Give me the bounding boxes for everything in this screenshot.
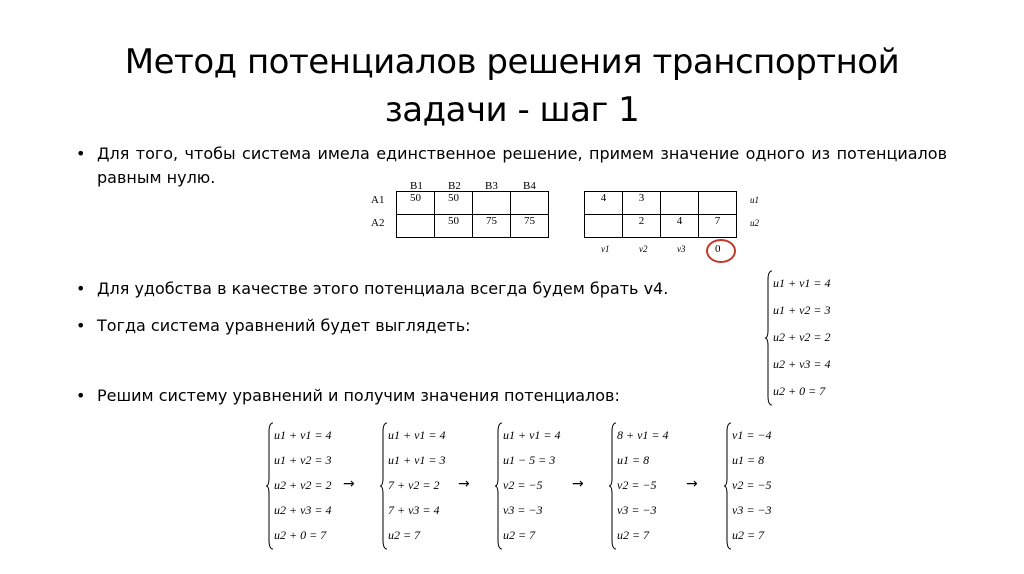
bullet-text: Для удобства в качестве этого потенциала всегда будем брать v4. <box>97 279 669 298</box>
equation: u2 + v2 = 2 <box>773 330 831 344</box>
equation: v3 = −3 <box>503 503 543 517</box>
equation: v1 = −4 <box>732 428 772 442</box>
brace-icon <box>765 270 773 406</box>
bullet-text: Тогда система уравнений будет выглядеть: <box>97 316 471 335</box>
bullet-dot: • <box>76 316 86 335</box>
table-cell <box>699 192 737 215</box>
equation-system <box>724 422 804 550</box>
bullet-item <box>76 142 946 192</box>
cost-table <box>584 191 737 238</box>
brace-icon <box>266 422 274 550</box>
bottom-label: v1 <box>601 244 610 254</box>
equation: u1 + v2 = 3 <box>274 453 332 467</box>
equation: u2 + 0 = 7 <box>773 384 826 398</box>
equation: u1 = 8 <box>617 453 650 467</box>
equation: u2 + v2 = 2 <box>274 478 332 492</box>
arrow-icon: → <box>343 476 355 492</box>
brace-icon <box>495 422 503 550</box>
equation-system <box>266 422 346 550</box>
bottom-label-zero: 0 <box>715 243 721 255</box>
table-cell <box>661 192 699 215</box>
equation: u2 = 7 <box>732 528 765 542</box>
table-cell: 4 <box>661 215 699 238</box>
equation: u1 − 5 = 3 <box>503 453 556 467</box>
table-cell: 3 <box>623 192 661 215</box>
table-cell: 2 <box>623 215 661 238</box>
equation: u1 + v1 = 4 <box>773 276 831 290</box>
row-header: A2 <box>371 217 385 229</box>
equation: u2 + v3 = 4 <box>274 503 332 517</box>
equation: u1 + v2 = 3 <box>773 303 831 317</box>
bullet-text: Для того, чтобы система имела единственное решение, примем значение одного из потенциалов равным нулю. <box>97 144 947 187</box>
equation: v2 = −5 <box>503 478 543 492</box>
table-cell: 50 <box>397 192 435 215</box>
equation-system <box>380 422 460 550</box>
bullet-text: Решим систему уравнений и получим значения потенциалов: <box>97 386 620 405</box>
table-cell: 4 <box>585 192 623 215</box>
equation: u1 + v1 = 3 <box>388 453 446 467</box>
equation: u2 = 7 <box>617 528 650 542</box>
equation: u1 + v1 = 4 <box>274 428 332 442</box>
row-header: A1 <box>371 194 385 206</box>
bottom-label: v3 <box>677 244 686 254</box>
table-cell: 75 <box>511 215 549 238</box>
bullet-dot: • <box>76 386 86 405</box>
brace-icon <box>724 422 732 550</box>
equation-system <box>495 422 575 550</box>
equation-system <box>609 422 689 550</box>
brace-icon <box>609 422 617 550</box>
equation: u2 = 7 <box>388 528 421 542</box>
equation: v2 = −5 <box>617 478 657 492</box>
equation-system <box>765 270 865 406</box>
arrow-icon: → <box>572 476 584 492</box>
table-cell: 50 <box>435 215 473 238</box>
row-label: u2 <box>750 218 759 228</box>
equation: 7 + v2 = 2 <box>388 478 440 492</box>
bullet-dot: • <box>76 144 86 163</box>
equation: u2 + v3 = 4 <box>773 357 831 371</box>
equation: 8 + v1 = 4 <box>617 428 669 442</box>
equation: v2 = −5 <box>732 478 772 492</box>
table-cell <box>473 192 511 215</box>
col-header: B4 <box>523 180 536 192</box>
equation: u1 = 8 <box>732 453 765 467</box>
row-label: u1 <box>750 195 759 205</box>
equation: 7 + v3 = 4 <box>388 503 440 517</box>
slide-title <box>0 38 1024 134</box>
table-cell: 7 <box>699 215 737 238</box>
title-line-2: задачи - шаг 1 <box>384 90 640 130</box>
bullet-dot: • <box>76 279 86 298</box>
table-cell: 75 <box>473 215 511 238</box>
equation: v3 = −3 <box>732 503 772 517</box>
table-cell <box>397 215 435 238</box>
col-header: B2 <box>448 180 461 192</box>
transport-table <box>396 191 549 238</box>
equation: v3 = −3 <box>617 503 657 517</box>
arrow-icon: → <box>686 476 698 492</box>
equation: u2 + 0 = 7 <box>274 528 327 542</box>
bottom-label: v2 <box>639 244 648 254</box>
title-line-1: Метод потенциалов решения транспортной <box>124 42 900 82</box>
table-cell <box>511 192 549 215</box>
equation: u2 = 7 <box>503 528 536 542</box>
table-cell <box>585 215 623 238</box>
highlight-circle <box>706 239 736 263</box>
table-cell: 50 <box>435 192 473 215</box>
col-header: B3 <box>485 180 498 192</box>
brace-icon <box>380 422 388 550</box>
col-header: B1 <box>410 180 423 192</box>
equation: u1 + v1 = 4 <box>503 428 561 442</box>
arrow-icon: → <box>458 476 470 492</box>
equation: u1 + v1 = 4 <box>388 428 446 442</box>
